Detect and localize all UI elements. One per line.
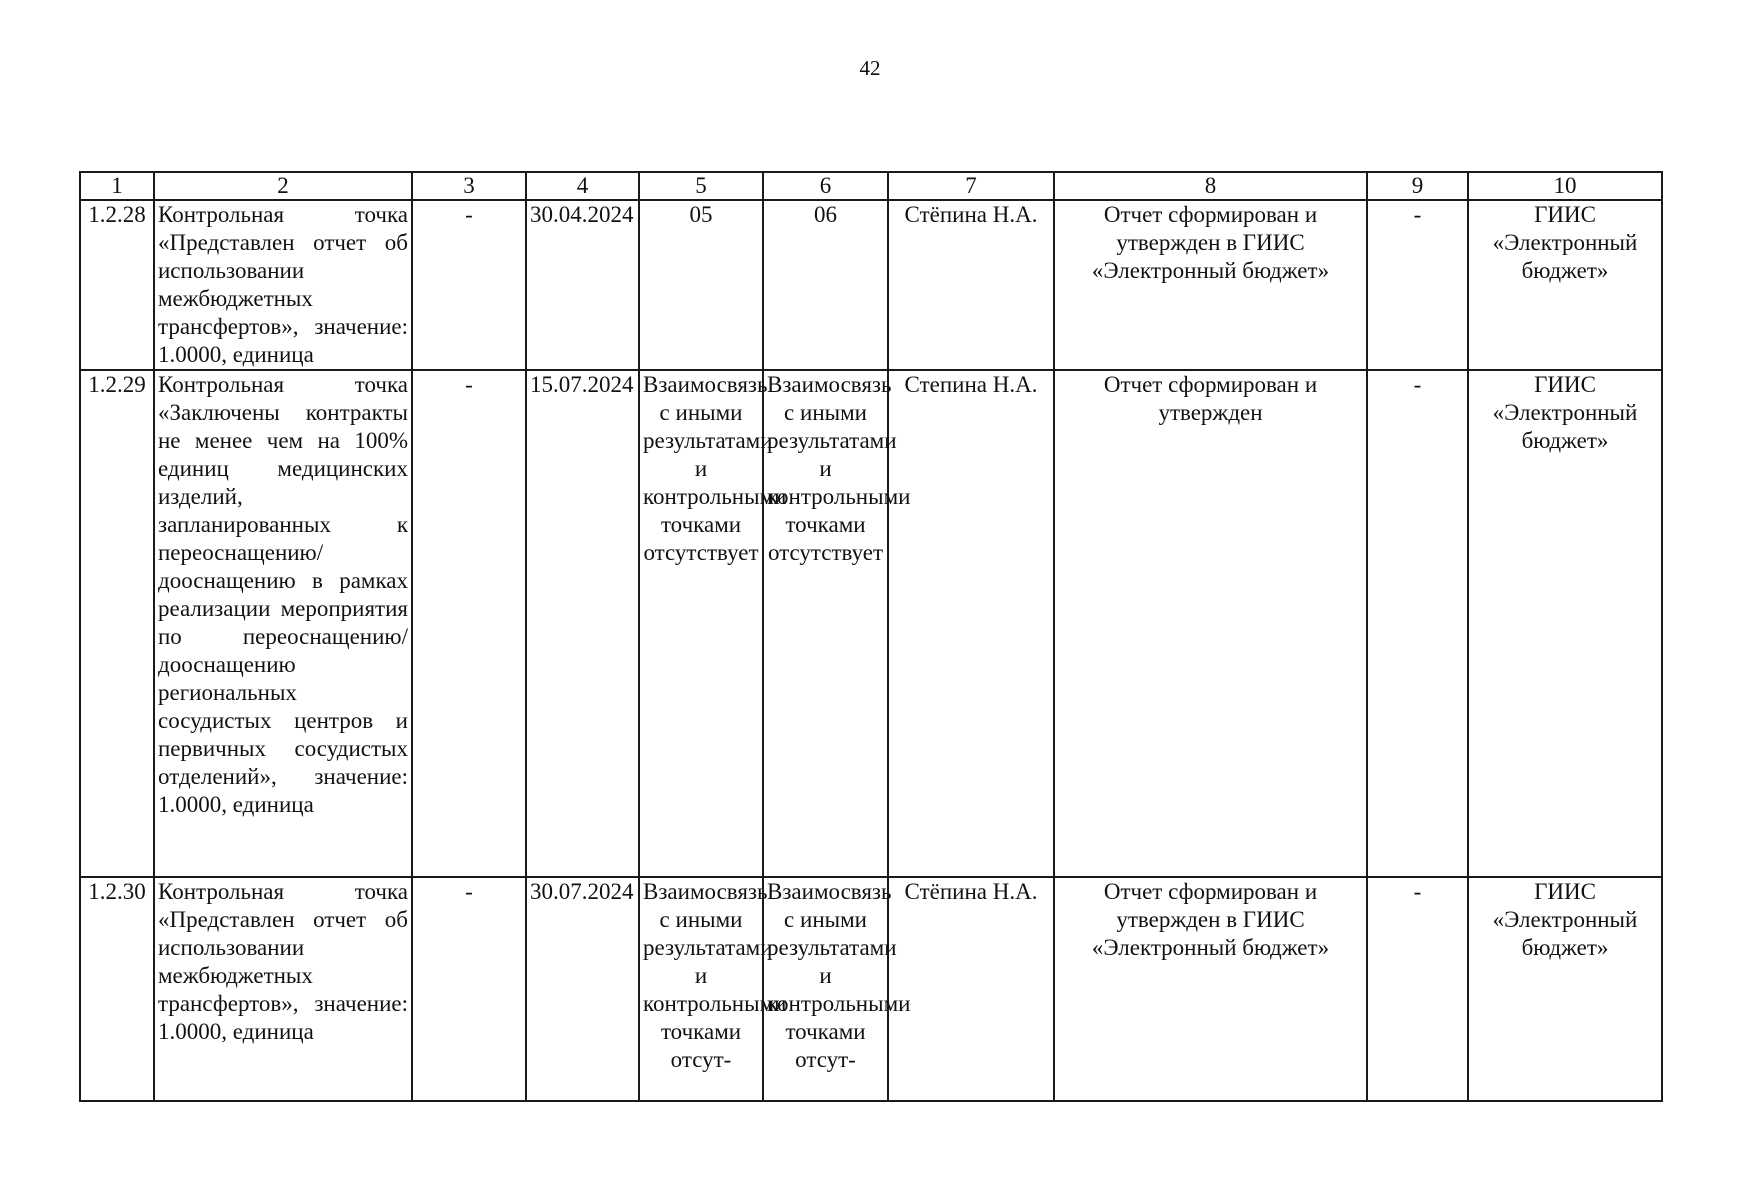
column-9-value: - bbox=[1367, 877, 1468, 1101]
header-cell-1: 1 bbox=[80, 172, 154, 200]
table-row bbox=[80, 877, 1662, 1101]
header-cell-10: 10 bbox=[1468, 172, 1662, 200]
column-5-value: 05 bbox=[639, 200, 763, 370]
column-5-value: Взаимосвязь с иными результатами и контрольными точками отсутствует bbox=[639, 370, 763, 877]
responsible-person: Стёпина Н.А. bbox=[888, 200, 1054, 370]
column-6-value: Взаимосвязь с иными результатами и контрольными точками отсут- bbox=[763, 877, 888, 1101]
column-6-value: Взаимосвязь с иными результатами и контрольными точками отсутствует bbox=[763, 370, 888, 877]
row-number: 1.2.30 bbox=[80, 877, 154, 1101]
result-description: Отчет сформирован и утвержден bbox=[1054, 370, 1367, 877]
control-point-name: Контрольная точка «Представлен отчет об использовании межбюджетных трансфертов», значение: 1.0000, единица bbox=[154, 877, 412, 1101]
page-number: 42 bbox=[859, 56, 881, 80]
due-date: 15.07.2024 bbox=[526, 370, 639, 877]
result-description: Отчет сформирован и утвержден в ГИИС «Электронный бюджет» bbox=[1054, 877, 1367, 1101]
header-cell-8: 8 bbox=[1054, 172, 1367, 200]
table-header-row bbox=[80, 172, 1662, 200]
header-cell-2: 2 bbox=[154, 172, 412, 200]
table-row bbox=[80, 370, 1662, 877]
responsible-person: Степина Н.А. bbox=[888, 370, 1054, 877]
control-point-name: Контрольная точка «Представлен отчет об использовании межбюджетных трансфертов», значение: 1.0000, единица bbox=[154, 200, 412, 370]
table-row bbox=[80, 200, 1662, 370]
column-9-value: - bbox=[1367, 200, 1468, 370]
information-system: ГИИС «Электронный бюджет» bbox=[1468, 370, 1662, 877]
column-6-value: 06 bbox=[763, 200, 888, 370]
due-date: 30.04.2024 bbox=[526, 200, 639, 370]
header-cell-5: 5 bbox=[639, 172, 763, 200]
information-system: ГИИС «Электронный бюджет» bbox=[1468, 200, 1662, 370]
column-9-value: - bbox=[1367, 370, 1468, 877]
due-date: 30.07.2024 bbox=[526, 877, 639, 1101]
header-cell-9: 9 bbox=[1367, 172, 1468, 200]
control-point-name: Контрольная точка «Заключены контракты не менее чем на 100% единиц медицинских изделий, запланированных к переоснащению/дооснащению в рамках реализации мероприятия по переоснащению/дооснащению региональных сосудистых центров и первичных сосудистых отделений», значение: 1.0000, единица bbox=[154, 370, 412, 877]
header-cell-7: 7 bbox=[888, 172, 1054, 200]
result-description: Отчет сформирован и утвержден в ГИИС «Электронный бюджет» bbox=[1054, 200, 1367, 370]
row-number: 1.2.29 bbox=[80, 370, 154, 877]
column-3-value: - bbox=[412, 370, 526, 877]
information-system: ГИИС «Электронный бюджет» bbox=[1468, 877, 1662, 1101]
header-cell-6: 6 bbox=[763, 172, 888, 200]
column-3-value: - bbox=[412, 877, 526, 1101]
header-cell-4: 4 bbox=[526, 172, 639, 200]
column-3-value: - bbox=[412, 200, 526, 370]
column-5-value: Взаимосвязь с иными результатами и контрольными точками отсут- bbox=[639, 877, 763, 1101]
responsible-person: Стёпина Н.А. bbox=[888, 877, 1054, 1101]
control-points-table bbox=[79, 171, 1663, 1102]
header-cell-3: 3 bbox=[412, 172, 526, 200]
row-number: 1.2.28 bbox=[80, 200, 154, 370]
